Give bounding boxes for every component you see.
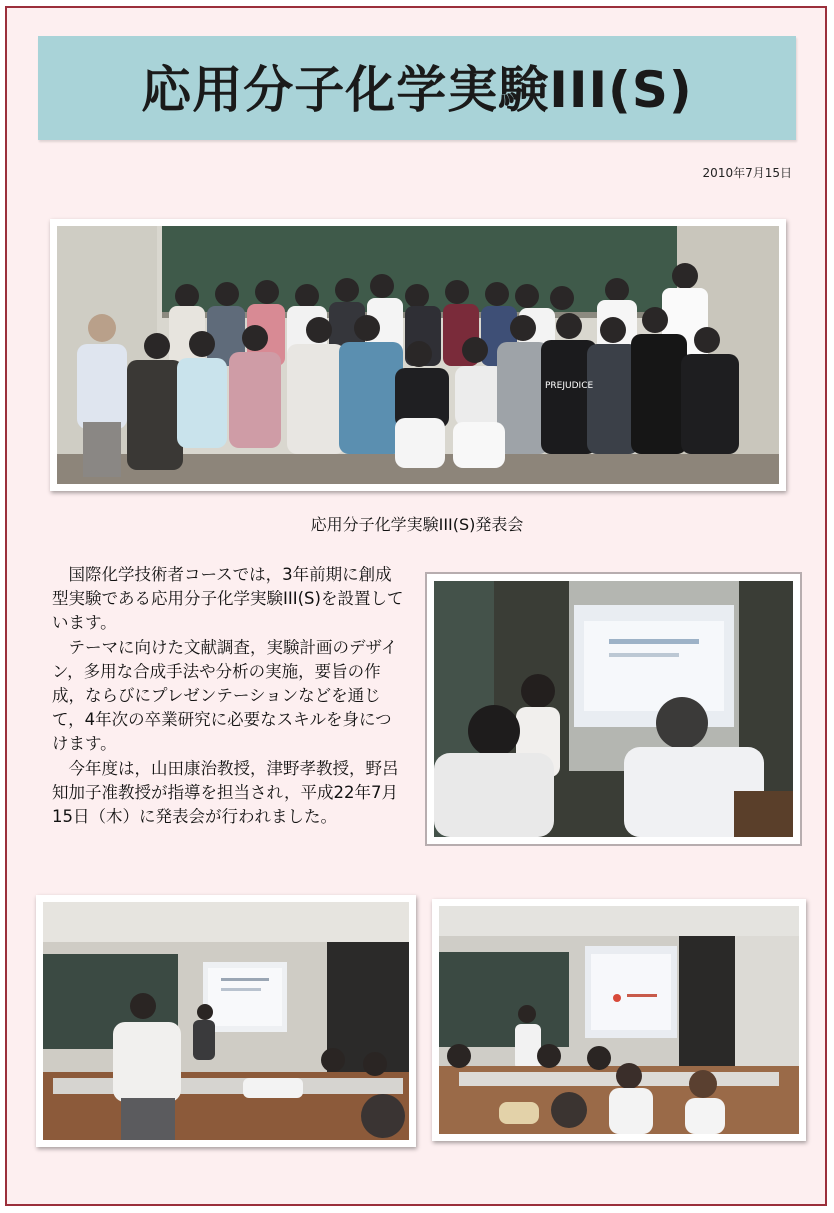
page-title: 応用分子化学実験III(S) xyxy=(141,61,693,119)
body-paragraph: テーマに向けた文献調査，実験計画のデザイン，多用な合成手法や分析の実施，要旨の作成，ならびにプレゼンテーションなどを通じて，4年次の卒業研究に必要なスキルを身につけます。 xyxy=(52,637,398,754)
presentation-photo xyxy=(434,581,793,837)
classroom-photo-left xyxy=(43,902,409,1140)
classroom-photo-right xyxy=(439,906,799,1134)
classroom-photo-left-frame xyxy=(36,895,416,1147)
date-label: 2010年7月15日 xyxy=(702,166,792,180)
presentation-photo-frame xyxy=(425,572,802,846)
group-photo-frame xyxy=(50,219,786,491)
title-banner xyxy=(38,36,796,140)
body-paragraph: 国際化学技術者コースでは，3年前期に創成型実験である応用分子化学実験III(S)を設置しています。 xyxy=(52,565,404,633)
group-photo xyxy=(57,226,779,484)
body-paragraph: 今年度は，山田康治教授，津野孝教授，野呂知加子准教授が指導を担当され，平成22年7月15日（木）に発表会が行われました。 xyxy=(52,758,399,827)
body-text xyxy=(52,563,408,829)
group-photo-caption: 応用分子化学実験III(S)発表会 xyxy=(310,515,524,534)
shirt-print: PREJUDICE xyxy=(545,381,594,391)
classroom-photo-right-frame xyxy=(432,899,806,1141)
